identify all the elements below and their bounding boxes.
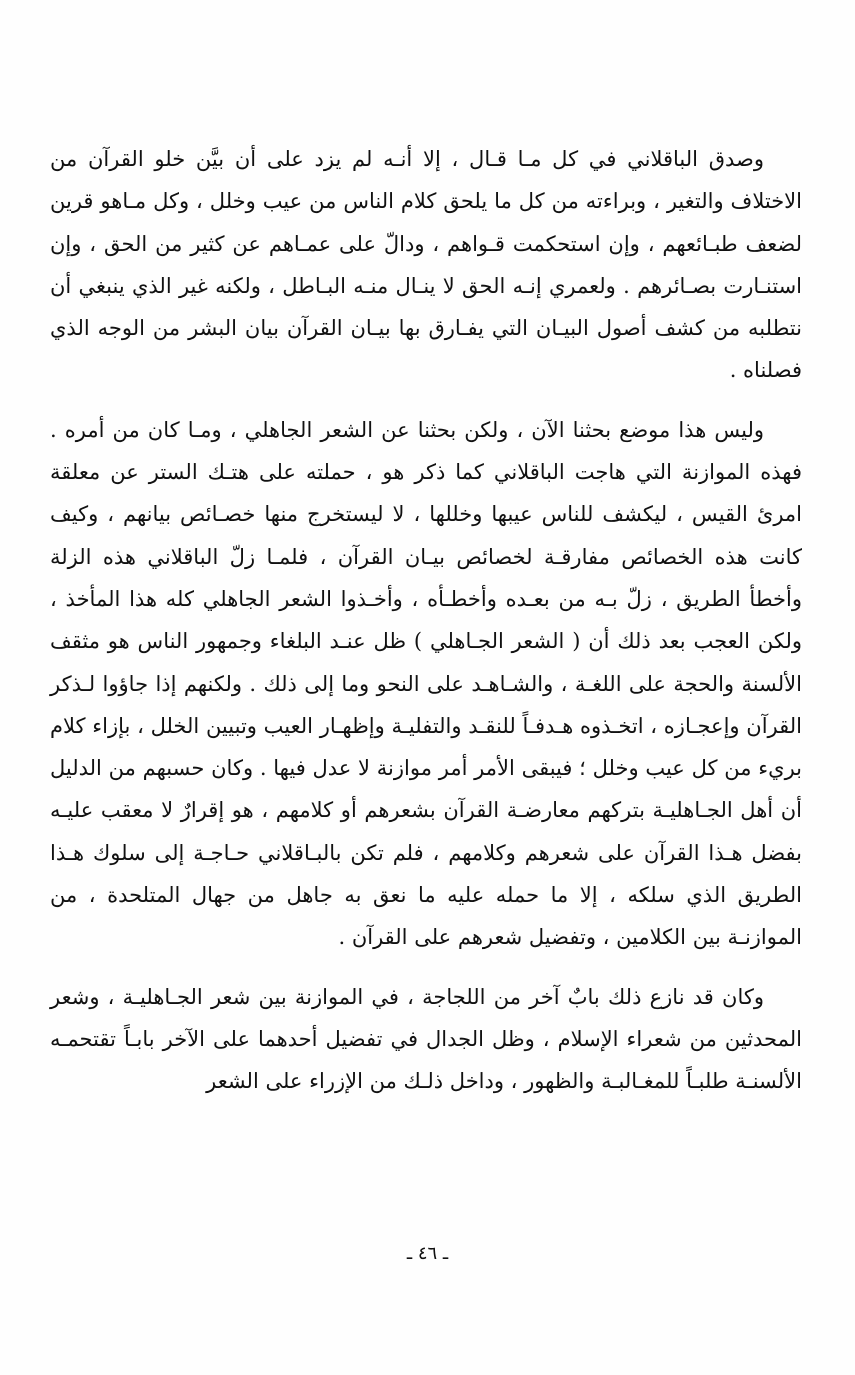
paragraph-1: وصدق الباقلاني في كل مـا قـال ، إلا أنـه لم يزد على أن بيَّن خلو القرآن من الاختلاف والتغير ، وبراءته من كل ما يلحق كلام الناس من عيب وخلل ، وكل مـاهو قرين لضعف طبـائعهم ، وإن استحكمت قـواهم ، ودالّ على عمـاهم عن كثير من الحق ، وإن استنـارت بصـائرهم . ولعمري إنـه الحق لا ينـال منـه البـاطل ، ولكنه غير الذي ينبغي أن نتطلبه من كشف أصول البيـان التي يفـارق بها بيـان القرآن بيان البشر من الوجه الذي فصلناه . xyxy=(50,147,802,383)
body-text xyxy=(50,138,802,1103)
paragraph-3: وكان قد نازع ذلك بابٌ آخر من اللجاجة ، في الموازنة بين شعر الجـاهليـة ، وشعر المحدثين من شعراء الإسلام ، وظل الجدال في تفضيل أحدهما على الآخر بابـاً تقتحمـه الألسنـة طلبـاً للمغـالبـة والظهور ، وداخل ذلـك من الإزراء على الشعر xyxy=(50,984,802,1094)
page-number: ـ ٤٦ ـ xyxy=(406,1243,449,1264)
paragraph-2: وليس هذا موضع بحثنا الآن ، ولكن بحثنا عن الشعر الجاهلي ، ومـا كان من أمره . فهذه الموازنة التي هاجت الباقلاني كما ذكر هو ، حملته على هتـك الستر عن معلقة امرئ القيس ، ليكشف للناس عيبها وخللها ، لا ليستخرج منها خصـائص بيانهم ، وكيف كانت هذه الخصائص مفارقـة لخصائص بيـان القرآن ، فلمـا زلّ الباقلاني هذه الزلة وأخطأ الطريق ، زلّ بـه من بعـده وأخطـأه ، وأخـذوا الشعر الجاهلي كله هذا المأخذ ، ولكن العجب بعد ذلك أن ( الشعر الجـاهلي ) ظل عنـد البلغاء وجمهور الناس هو مثقف الألسنة والحجة على اللغـة ، والشـاهـد على النحو وما إلى ذلك . ولكنهم إذا جاؤوا لـذكر القرآن وإعجـازه ، اتخـذوه هـدفـاً للنقـد والتفليـة وإظهـار العيب وتبيين الخلل ، بإزاء كلام بريء من كل عيب وخلل ؛ فيبقى الأمر أمر موازنة لا عدل فيها . وكان حسبهم من الدليل أن أهل الجـاهليـة بتركهم معارضـة القرآن بشعرهم أو كلامهم ، هو إقرارٌ لا معقب عليـه بفضل هـذا القرآن على شعرهم وكلامهم ، فلم تكن بالبـاقلاني حـاجـة إلى سلوك هـذا الطريق الذي سلكه ، إلا ما حمله عليه ما نعق به جاهل من جهال المتلحدة ، من الموازنـة بين الكلامين ، وتفضيل شعرهم على القرآن . xyxy=(50,417,802,950)
